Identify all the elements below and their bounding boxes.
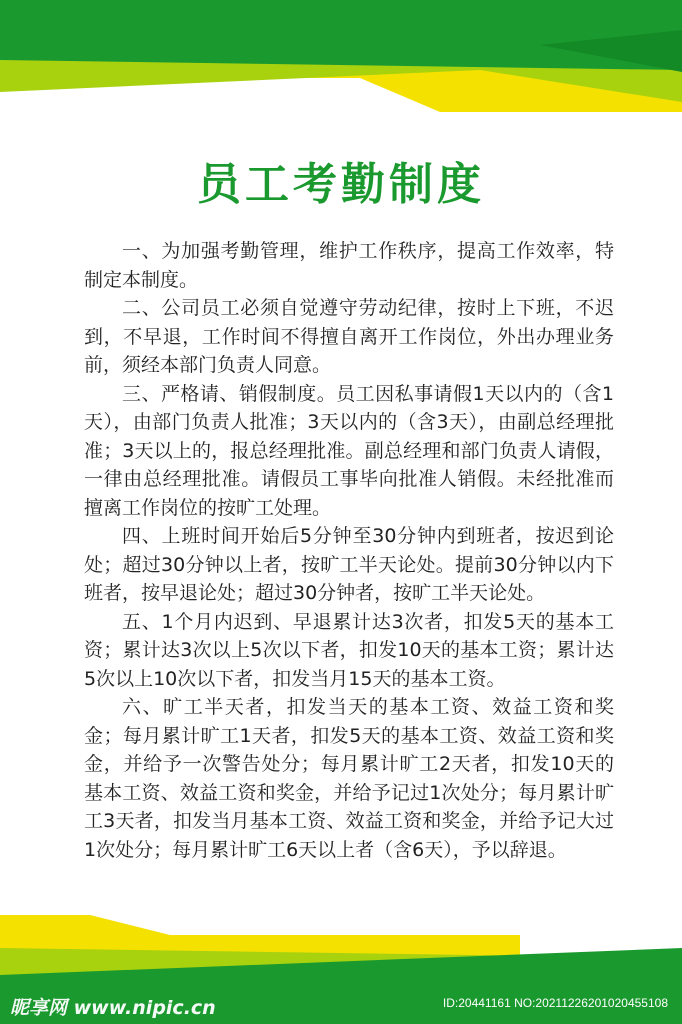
document-title: 员工考勤制度	[197, 159, 485, 210]
clause-5: 五、1个月内迟到、早退累计达3次者，扣发5天的基本工资；累计达3次以上5次以下者，扣发10天的基本工资；累计达5次以上10次以下者，扣发当月15天的基本工资。	[84, 610, 614, 690]
clause-2: 二、公司员工必须自觉遵守劳动纪律，按时上下班，不迟到，不早退，工作时间不得擅自离开工作岗位，外出办理业务前，须经本部门负责人同意。	[84, 297, 614, 376]
document-body	[84, 237, 614, 864]
clause-1: 一、为加强考勤管理，维护工作秩序，提高工作效率，特制定本制度。	[84, 240, 614, 291]
top-green-band	[0, 0, 682, 70]
clause-6: 六、旷工半天者，扣发当天的基本工资、效益工资和奖金；每月累计旷工1天者，扣发5天的基本工资、效益工资和奖金，并给予一次警告处分；每月累计旷工2天者，扣发10天的基本工资、效益工资和奖金，并给予记过1次处分；每月累计旷工3天者，扣发当月基本工资、效益工资和奖金，并给予记大过1次处分；每月累计旷工6天以上者（含6天），予以辞退。	[84, 696, 614, 861]
watermark-id: ID:20441161 NO:20211226201020455108	[442, 996, 668, 1010]
watermark-logo: 昵享网 www.nipic.cn	[10, 997, 216, 1019]
clause-4: 四、上班时间开始后5分钟至30分钟内到班者，按迟到论处；超过30分钟以上者，按旷工半天论处。提前30分钟以内下班者，按早退论处；超过30分钟者，按旷工半天论处。	[84, 525, 614, 604]
clause-3: 三、严格请、销假制度。员工因私事请假1天以内的（含1天），由部门负责人批准；3天以内的（含3天），由副总经理批准；3天以上的，报总经理批准。副总经理和部门负责人请假，一律由总经理批准。请假员工事毕向批准人销假。未经批准而擅离工作岗位的按旷工处理。	[84, 382, 614, 519]
